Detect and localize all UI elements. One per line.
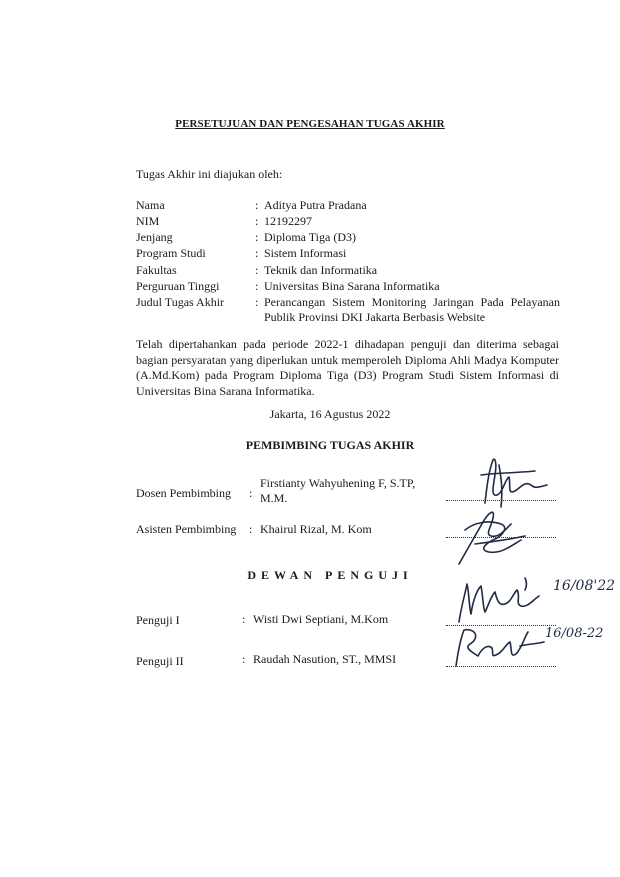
penguji-2-name: Raudah Nasution, ST., MMSI [253, 652, 397, 666]
field-value-perguruan-tinggi: Universitas Bina Sarana Informatika [264, 279, 440, 293]
field-label-nama: Nama [136, 198, 165, 212]
field-value-jenjang: Diploma Tiga (D3) [264, 230, 357, 244]
penguji-2-date: 16/08-22 [545, 626, 604, 641]
penguji-2-label: Penguji II [136, 654, 184, 668]
sig-colon: : [242, 652, 246, 666]
sig-colon: : [249, 522, 253, 536]
field-label-nim: NIM [136, 214, 160, 228]
field-value-fakultas: Teknik dan Informatika [264, 263, 378, 277]
penguji-1-name: Wisti Dwi Septiani, M.Kom [253, 612, 389, 626]
field-colon: : [255, 198, 259, 212]
field-label-perguruan-tinggi: Perguruan Tinggi [136, 279, 220, 293]
sig-colon: : [242, 612, 246, 626]
sig-colon: : [249, 486, 253, 500]
field-value-program-studi: Sistem Informasi [264, 246, 347, 260]
penguji-1-date: 16/08'22 [553, 578, 616, 594]
page-title: PERSETUJUAN DAN PENGESAHAN TUGAS AKHIR [175, 118, 445, 130]
penguji-1-signature [455, 570, 545, 630]
field-value-nim: 12192297 [264, 214, 312, 228]
penguji-2-signature [450, 622, 550, 672]
penguji-heading: DEWAN PENGUJI [247, 568, 413, 582]
field-colon: : [255, 214, 259, 228]
field-label-fakultas: Fakultas [136, 263, 177, 277]
field-colon: : [255, 295, 259, 309]
place-date: Jakarta, 16 Agustus 2022 [269, 407, 391, 421]
dosen-pembimbing-name: Firstianty Wahyuhening F, S.TP, M.M. [260, 476, 416, 505]
field-label-jenjang: Jenjang [136, 230, 173, 244]
defense-statement: Telah dipertahankan pada periode 2022-1 dihadapan penguji dan diterima sebagai bagian persyaratan yang diperlukan untuk memperoleh Diploma Ahli Madya Komputer (A.Md.Kom) pada Program Diploma Tiga (D3) Program Studi Sistem Informasi di Universitas Bina Sarana Informatika. [136, 337, 559, 398]
dosen-pembimbing-label: Dosen Pembimbing [136, 486, 231, 500]
field-colon: : [255, 230, 259, 244]
penguji-1-label: Penguji I [136, 613, 180, 627]
field-value-nama: Aditya Putra Pradana [264, 198, 367, 212]
field-label-program-studi: Program Studi [136, 246, 206, 260]
asisten-signature [445, 500, 555, 570]
field-value-judul: Perancangan Sistem Monitoring Jaringan Pada Pelayanan Publik Provinsi DKI Jakarta Berbasis Website [264, 295, 560, 324]
intro-text: Tugas Akhir ini diajukan oleh: [136, 167, 283, 181]
field-label-judul: Judul Tugas Akhir [136, 295, 225, 309]
asisten-pembimbing-label: Asisten Pembimbing [136, 522, 237, 536]
asisten-pembimbing-name: Khairul Rizal, M. Kom [260, 522, 372, 536]
pembimbing-heading: PEMBIMBING TUGAS AKHIR [245, 438, 415, 452]
field-colon: : [255, 246, 259, 260]
field-colon: : [255, 279, 259, 293]
field-colon: : [255, 263, 259, 277]
